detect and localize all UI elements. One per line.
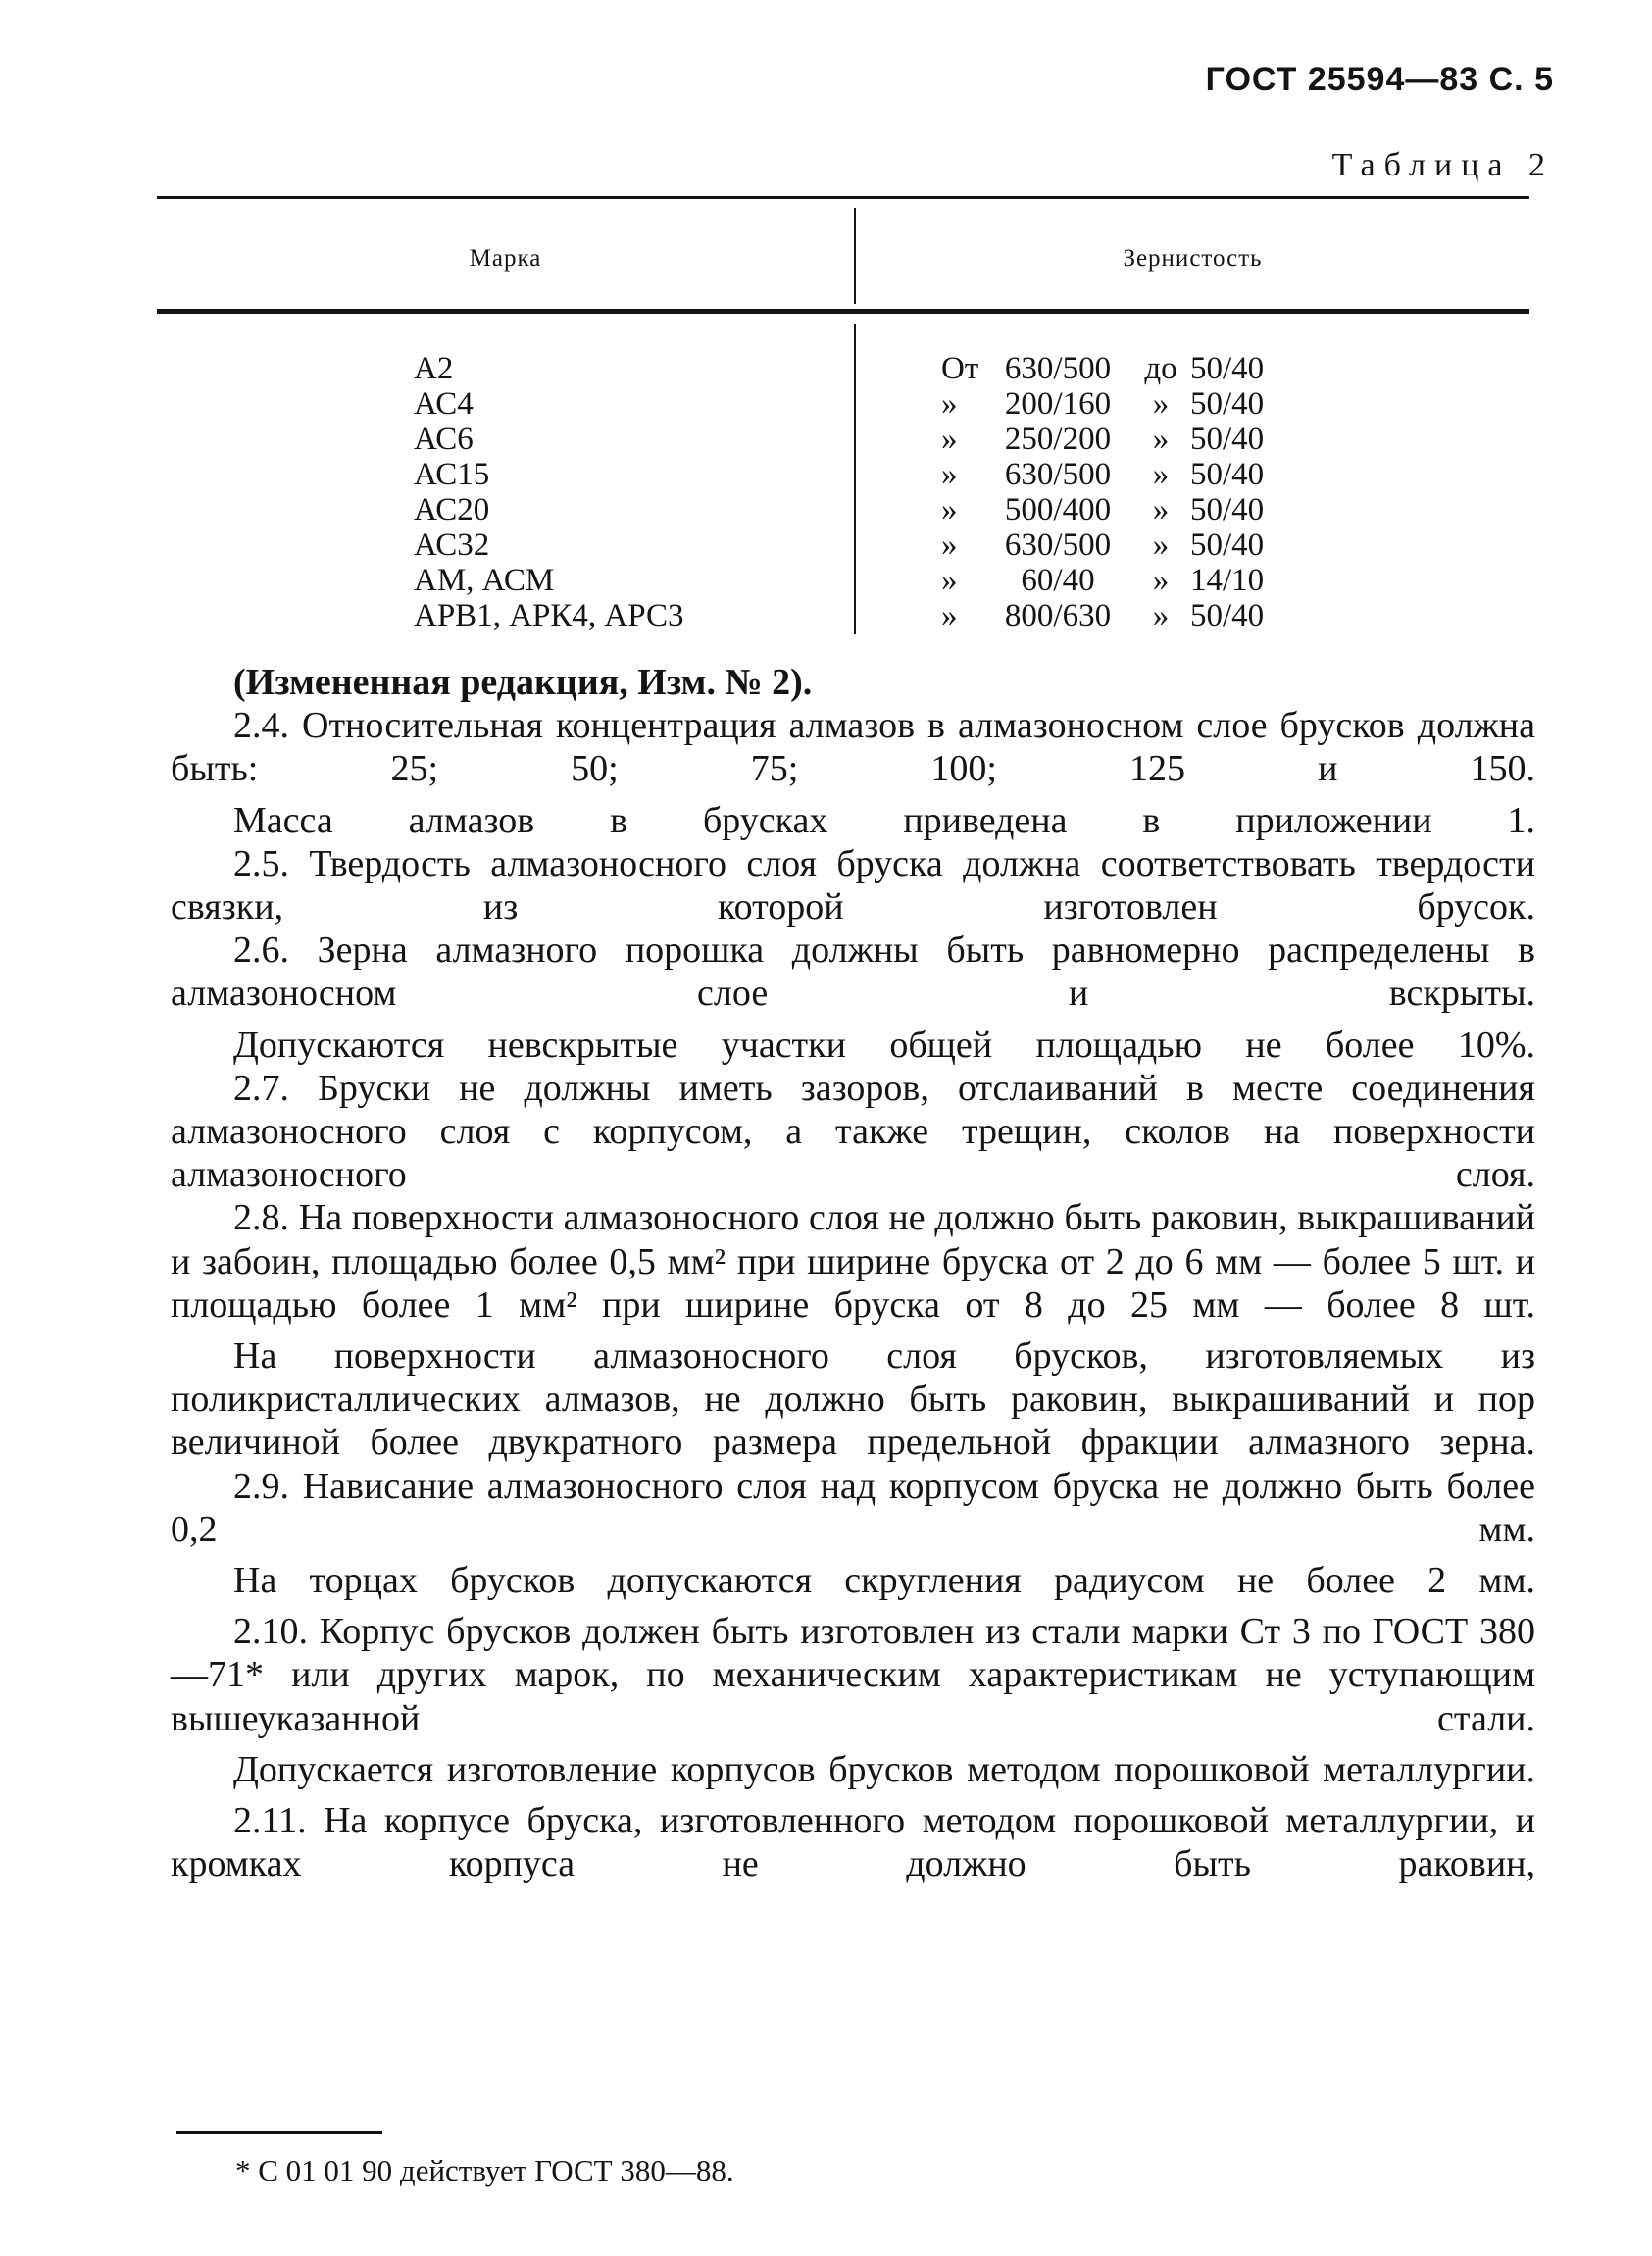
table-cell-mark: А2 [414, 351, 454, 386]
grain-size-from: 500/400 [1004, 492, 1112, 527]
column-header-mark: Марка [469, 245, 542, 272]
table-header-rule [157, 309, 1529, 314]
grain-size-from: 250/200 [1004, 422, 1112, 457]
grain-size-mid: » [1152, 563, 1170, 598]
grain-size-from: 630/500 [1004, 457, 1112, 492]
revision-note: (Измененная редакция, Изм. № 2). [233, 662, 813, 703]
table-cell-grain-size [941, 527, 1288, 563]
table-cell-grain-size [941, 386, 1288, 422]
grain-size-prefix: » [941, 457, 958, 492]
paragraph-powder: Допускается изготовление корпусов брусков методом порошковой металлургии. [233, 1748, 1535, 1790]
grain-size-table [157, 196, 1529, 639]
grain-size-to: 50/40 [1190, 492, 1265, 527]
grain-size-to: 50/40 [1190, 527, 1265, 563]
grain-size-to: 50/40 [1190, 422, 1265, 457]
table-cell-grain-size [941, 563, 1288, 598]
grain-size-from: 800/630 [1004, 598, 1112, 633]
grain-size-mid: » [1152, 492, 1170, 527]
grain-size-from: 200/160 [1004, 386, 1112, 422]
paragraph-2-9: 2.9. Нависание алмазоносного слоя над корпусом бруска не должно быть более 0,2 мм. [171, 1465, 1535, 1550]
table-cell-mark: АС6 [414, 422, 474, 457]
grain-size-column [941, 351, 1288, 633]
paragraph-2-4: 2.4. Относительная концентрация алмазов в алмазоносном слое брусков должна быть: 25; 50; 75; 100; 125 и 150. [171, 705, 1535, 790]
table-column-divider [854, 324, 856, 634]
grain-size-mid: » [1152, 386, 1170, 422]
grain-size-mid: » [1152, 422, 1170, 457]
paragraph-2-7: 2.7. Бруски не должны иметь зазоров, отслаиваний в месте соединения алмазоносного слоя с корпусом, а также трещин, сколов на поверхности алмазоносного слоя. [171, 1067, 1535, 1196]
grain-size-to: 50/40 [1190, 386, 1265, 422]
table-cell-mark: АМ, АСМ [414, 563, 555, 598]
grain-size-from: 630/500 [1004, 527, 1112, 563]
table-cell-mark: АС32 [414, 527, 490, 563]
table-cell-grain-size [941, 457, 1288, 492]
column-header-grain-size: Зернистость [1123, 245, 1263, 272]
table-cell-grain-size [941, 598, 1288, 633]
grain-size-from: 630/500 [1004, 351, 1112, 386]
grain-size-to: 14/10 [1190, 563, 1265, 598]
paragraph-2-11: 2.11. На корпусе бруска, изготовленного методом порошковой металлургии, и кромках корпуса не должно быть раковин, [171, 1800, 1535, 1885]
grain-size-to: 50/40 [1190, 598, 1265, 633]
footnote-rule [176, 2131, 382, 2134]
paragraph-mass: Масса алмазов в брусках приведена в приложении 1. [233, 799, 1535, 841]
footnote: * С 01 01 90 действует ГОСТ 380—88. [235, 2153, 734, 2187]
page-header: ГОСТ 25594—83 С. 5 [1205, 61, 1554, 98]
grain-size-prefix: » [941, 598, 958, 633]
grain-size-prefix: » [941, 527, 958, 563]
grain-size-prefix: » [941, 563, 958, 598]
paragraph-2-5: 2.5. Твердость алмазоносного слоя бруска должна соответствовать твердости связки, из которой изготовлен брусок. [171, 842, 1535, 928]
grain-size-mid: » [1152, 527, 1170, 563]
grain-size-mid: » [1152, 457, 1170, 492]
paragraph-allowed: Допускаются невскрытые участки общей площадью не более 10%. [233, 1024, 1535, 1066]
grain-size-mid: » [1152, 598, 1170, 633]
grain-size-prefix: » [941, 422, 958, 457]
grain-size-prefix: » [941, 492, 958, 527]
table-cell-mark: АС4 [414, 386, 474, 422]
table-caption: Таблица 2 [1331, 147, 1554, 183]
grain-size-prefix: От [941, 351, 979, 386]
grain-size-mid: до [1144, 351, 1177, 386]
table-column-divider [854, 208, 856, 304]
paragraph-2-6: 2.6. Зерна алмазного порошка должны быть равномерно распределены в алмазоносном слое и вскрыты. [171, 929, 1535, 1015]
main-text [171, 661, 1535, 1885]
table-cell-grain-size [941, 492, 1288, 527]
table-cell-grain-size [941, 351, 1288, 386]
paragraph-2-10: 2.10. Корпус брусков должен быть изготовлен из стали марки Ст 3 по ГОСТ 380—71* или других марок, по механическим характеристикам не уступающим вышеуказанной стали. [171, 1611, 1535, 1739]
mark-column [414, 351, 684, 633]
grain-size-from: 60/40 [1021, 563, 1095, 598]
paragraph-2-8: 2.8. На поверхности алмазоносного слоя не должно быть раковин, выкрашиваний и забоин, площадью более 0,5 мм² при ширине бруска от 2 до 6 мм — более 5 шт. и площадью более 1 мм² при ширине бруска от 8 до 25 мм — более 8 шт. [171, 1197, 1535, 1326]
paragraph-polycrystalline: На поверхности алмазоносного слоя брусков, изготовляемых из поликристаллических алмазов, не должно быть раковин, выкрашиваний и пор величиной более двукратного размера предельной фракции алмазного зерна. [171, 1335, 1535, 1464]
table-cell-mark: АС20 [414, 492, 490, 527]
paragraph-ends: На торцах брусков допускаются скругления радиусом не более 2 мм. [233, 1560, 1535, 1602]
grain-size-prefix: » [941, 386, 958, 422]
table-cell-grain-size [941, 422, 1288, 457]
table-cell-mark: АРВ1, АРК4, АРС3 [414, 598, 684, 633]
grain-size-to: 50/40 [1190, 457, 1265, 492]
table-cell-mark: АС15 [414, 457, 490, 492]
grain-size-to: 50/40 [1190, 351, 1265, 386]
table-top-rule [157, 196, 1529, 199]
